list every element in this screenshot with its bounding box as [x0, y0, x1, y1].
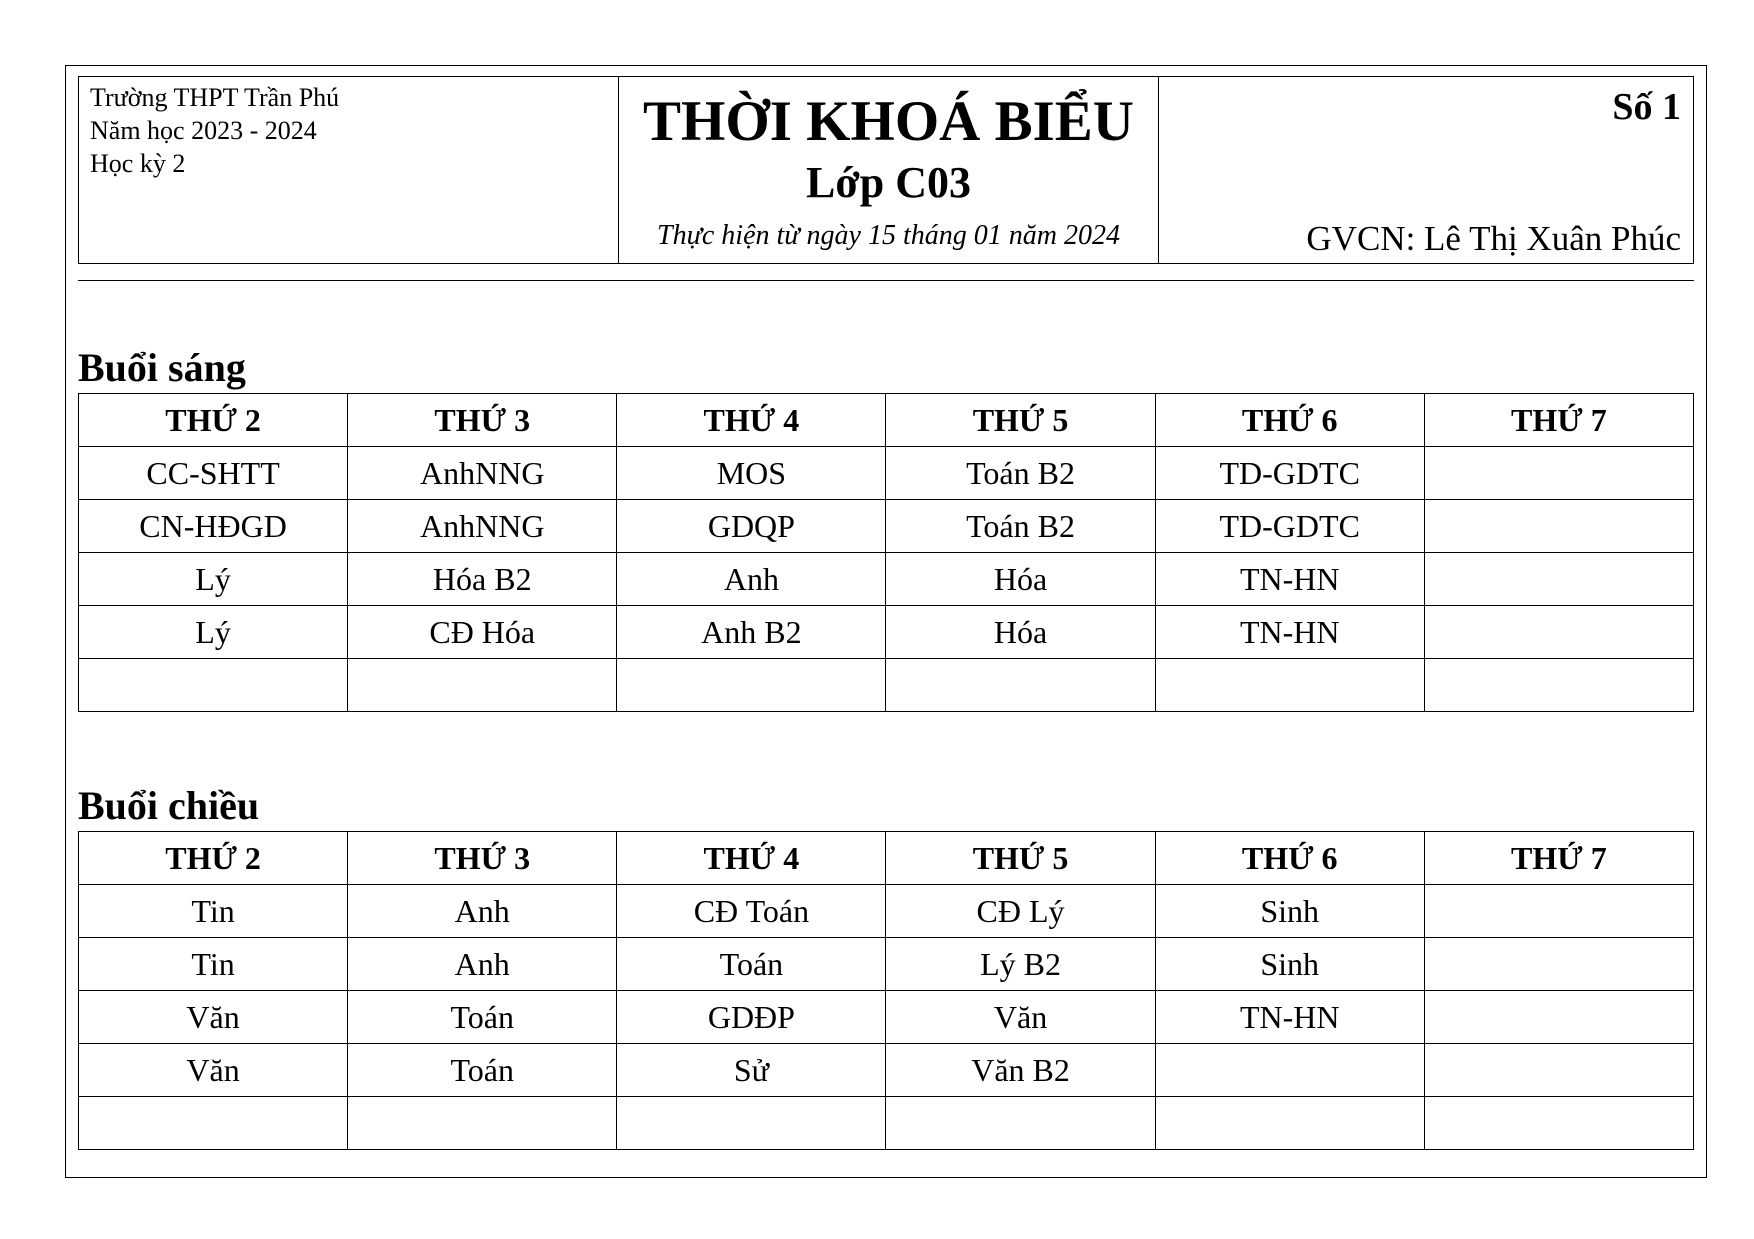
day-header: THỨ 7 [1424, 832, 1693, 885]
subject-cell: Lý B2 [886, 938, 1155, 991]
subject-cell: CĐ Hóa [348, 606, 617, 659]
day-header: THỨ 2 [79, 832, 348, 885]
class-name: Lớp C03 [806, 158, 971, 207]
day-header: THỨ 5 [886, 394, 1155, 447]
subject-cell: Hóa B2 [348, 553, 617, 606]
school-info [79, 77, 619, 263]
subject-cell [1155, 659, 1424, 712]
table-row [79, 885, 1694, 938]
subject-cell: Anh [348, 885, 617, 938]
subject-cell: AnhNNG [348, 447, 617, 500]
table-header-row [79, 394, 1694, 447]
header-divider [78, 280, 1694, 281]
subject-cell [1424, 1044, 1693, 1097]
document-number: Số 1 [1612, 86, 1681, 128]
subject-cell [1424, 606, 1693, 659]
subject-cell: GDQP [617, 500, 886, 553]
subject-cell [1424, 553, 1693, 606]
subject-cell: Văn [79, 1044, 348, 1097]
subject-cell: CN-HĐGD [79, 500, 348, 553]
day-header: THỨ 6 [1155, 394, 1424, 447]
table-row [79, 553, 1694, 606]
morning-timetable [78, 393, 1694, 712]
subject-cell: Toán [348, 1044, 617, 1097]
subject-cell [79, 659, 348, 712]
table-header-row [79, 832, 1694, 885]
subject-cell: Anh [348, 938, 617, 991]
table-row [79, 606, 1694, 659]
page-title: THỜI KHOÁ BIỂU [643, 90, 1134, 153]
subject-cell: Anh B2 [617, 606, 886, 659]
subject-cell [1424, 659, 1693, 712]
subject-cell [348, 659, 617, 712]
subject-cell: Sinh [1155, 938, 1424, 991]
subject-cell [1424, 447, 1693, 500]
subject-cell: Hóa [886, 553, 1155, 606]
subject-cell: Toán [617, 938, 886, 991]
table-row [79, 659, 1694, 712]
subject-cell [1155, 1097, 1424, 1150]
subject-cell: CĐ Toán [617, 885, 886, 938]
table-row [79, 1097, 1694, 1150]
morning-section-title: Buổi sáng [78, 345, 246, 390]
table-row [79, 1044, 1694, 1097]
subject-cell [348, 1097, 617, 1150]
subject-cell: TN-HN [1155, 991, 1424, 1044]
subject-cell [617, 659, 886, 712]
subject-cell: Sử [617, 1044, 886, 1097]
subject-cell: Văn B2 [886, 1044, 1155, 1097]
subject-cell: TN-HN [1155, 553, 1424, 606]
day-header: THỨ 2 [79, 394, 348, 447]
timetable-header [78, 76, 1694, 264]
subject-cell: Tin [79, 885, 348, 938]
day-header: THỨ 3 [348, 394, 617, 447]
day-header: THỨ 4 [617, 832, 886, 885]
subject-cell [1424, 1097, 1693, 1150]
table-row [79, 447, 1694, 500]
subject-cell: TD-GDTC [1155, 447, 1424, 500]
day-header: THỨ 3 [348, 832, 617, 885]
subject-cell [1424, 938, 1693, 991]
table-row [79, 938, 1694, 991]
subject-cell: GDĐP [617, 991, 886, 1044]
subject-cell: TD-GDTC [1155, 500, 1424, 553]
subject-cell [1424, 500, 1693, 553]
subject-cell: MOS [617, 447, 886, 500]
subject-cell: Anh [617, 553, 886, 606]
subject-cell: TN-HN [1155, 606, 1424, 659]
day-header: THỨ 4 [617, 394, 886, 447]
school-name: Trường THPT Trần Phú [90, 83, 340, 112]
effective-date: Thực hiện từ ngày 15 tháng 01 năm 2024 [657, 220, 1120, 251]
subject-cell: Toán [348, 991, 617, 1044]
subject-cell: Tin [79, 938, 348, 991]
subject-cell [617, 1097, 886, 1150]
day-header: THỨ 6 [1155, 832, 1424, 885]
subject-cell: Sinh [1155, 885, 1424, 938]
table-row [79, 991, 1694, 1044]
subject-cell: Toán B2 [886, 500, 1155, 553]
day-header: THỨ 7 [1424, 394, 1693, 447]
title-block [619, 77, 1159, 263]
subject-cell [886, 1097, 1155, 1150]
subject-cell [1424, 991, 1693, 1044]
homeroom-teacher: GVCN: Lê Thị Xuân Phúc [1306, 219, 1681, 258]
subject-cell [1424, 885, 1693, 938]
semester: Học kỳ 2 [90, 149, 186, 178]
subject-cell [886, 659, 1155, 712]
subject-cell: Văn [886, 991, 1155, 1044]
subject-cell [79, 1097, 348, 1150]
afternoon-timetable [78, 831, 1694, 1150]
school-year: Năm học 2023 - 2024 [90, 116, 317, 145]
subject-cell: Văn [79, 991, 348, 1044]
subject-cell: CC-SHTT [79, 447, 348, 500]
subject-cell: Lý [79, 553, 348, 606]
subject-cell [1155, 1044, 1424, 1097]
day-header: THỨ 5 [886, 832, 1155, 885]
subject-cell: CĐ Lý [886, 885, 1155, 938]
afternoon-section-title: Buổi chiều [78, 783, 260, 828]
subject-cell: Hóa [886, 606, 1155, 659]
subject-cell: AnhNNG [348, 500, 617, 553]
table-row [79, 500, 1694, 553]
subject-cell: Toán B2 [886, 447, 1155, 500]
document-info [1159, 77, 1693, 263]
subject-cell: Lý [79, 606, 348, 659]
